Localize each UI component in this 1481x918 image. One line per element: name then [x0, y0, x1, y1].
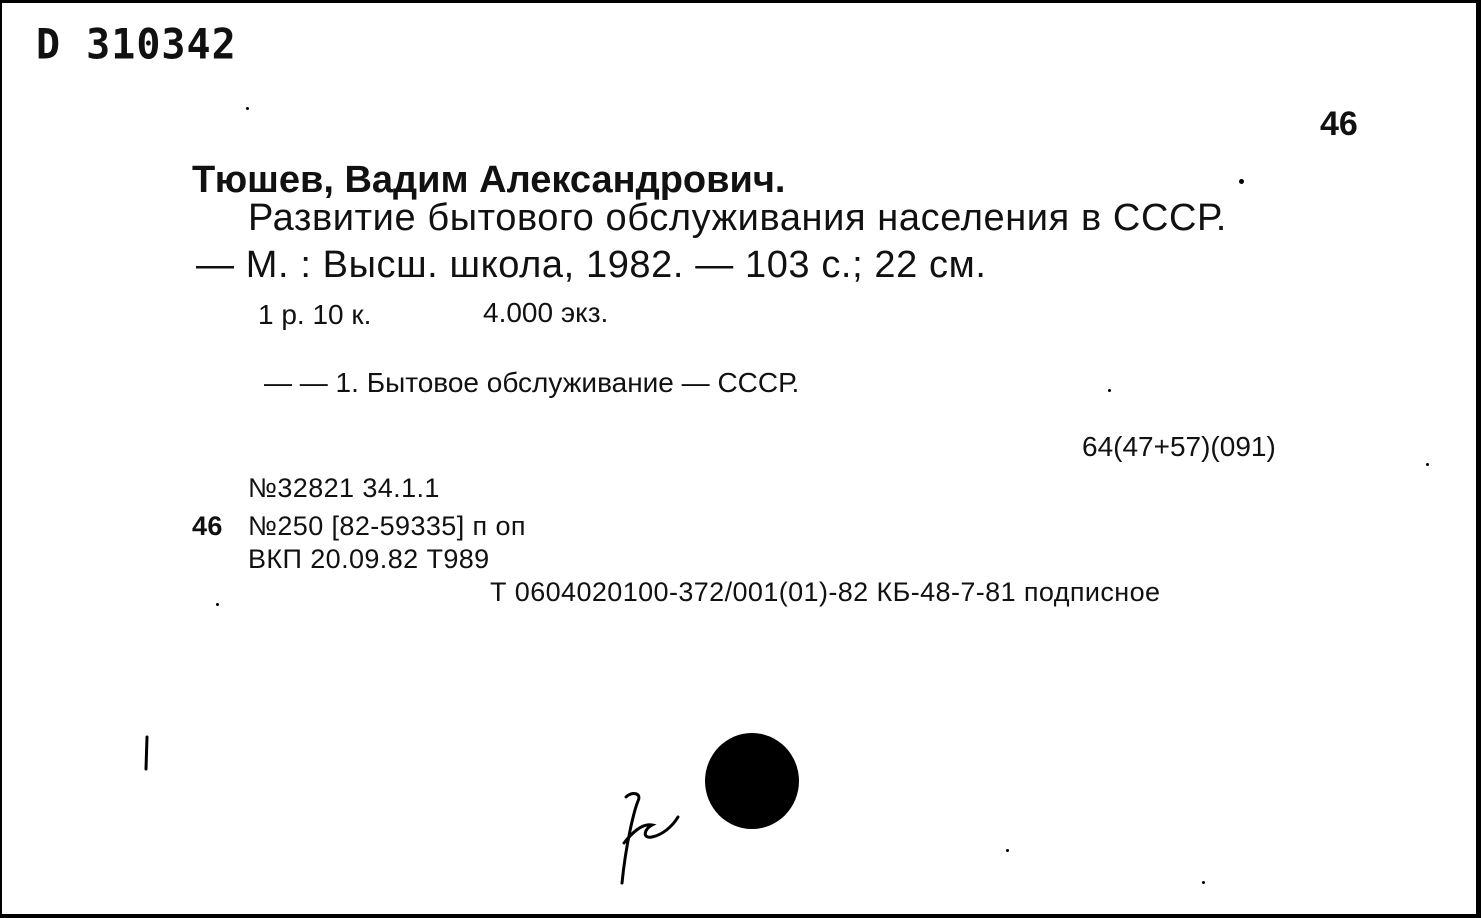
speck [1202, 881, 1205, 884]
speck [1239, 179, 1244, 184]
price: 1 р. 10 к. [258, 299, 372, 330]
title-line-2: — М. : Высш. школа, 1982. — 103 с.; 22 см. [196, 244, 987, 286]
publisher-code: Т 0604020100-372/001(01)-82 КБ-48-7-81 подписное [490, 577, 1161, 607]
stock-prefix: 46 [192, 511, 223, 541]
order-number: №32821 34.1.1 [248, 473, 440, 503]
vkp-line: ВКП 20.09.82 Т989 [248, 544, 490, 574]
speck [1108, 389, 1111, 392]
punch-hole [705, 733, 799, 829]
shelf-mark: 46 [1320, 105, 1358, 143]
classification-index: 64(47+57)(091) [1082, 431, 1276, 462]
author-heading: Тюшев, Вадим Александрович. [192, 159, 786, 201]
speck [1006, 849, 1009, 852]
speck [246, 107, 249, 110]
inventory-number: D 310342 [36, 20, 237, 70]
speck [1426, 463, 1429, 466]
margin-tick-mark [142, 735, 152, 771]
title-line-1: Развитие бытового обслуживания населения в СССР. [248, 197, 1227, 239]
copies: 4.000 экз. [483, 297, 609, 328]
handwritten-mark [612, 783, 692, 893]
subject-heading: — — 1. Бытовое обслуживание — СССР. [264, 367, 800, 398]
stock-line: №250 [82-59335] п оп [248, 511, 526, 541]
speck [216, 603, 219, 606]
